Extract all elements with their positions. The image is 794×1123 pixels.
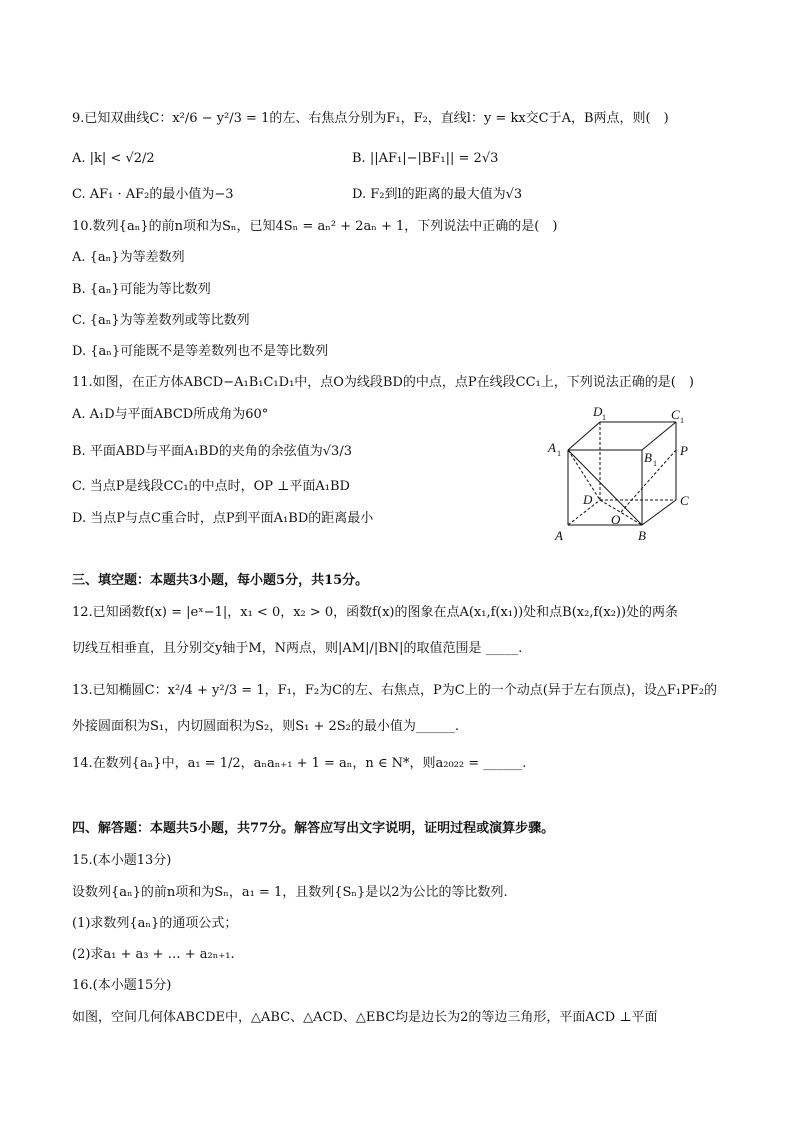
q10-option-b: B. {aₙ}可能为等比数列 [72, 282, 211, 297]
q9-option-c: C. AF₁ · AF₂的最小值为−3 [72, 187, 234, 202]
q12-line1: 12.已知函数f(x) = |eˣ−1|，x₁ < 0，x₂ > 0，函数f(x)的图象在点A(x₁,f(x₁))处和点B(x₂,f(x₂))处的两条 [72, 605, 679, 620]
q14-stem: 14.在数列{aₙ}中，a₁ = 1/2，aₙaₙ₊₁ + 1 = aₙ，n ∈ N*，则a₂₀₂₂ = ______. [72, 756, 527, 771]
q12-line2: 切线互相垂直，且分别交y轴于M，N两点，则|AM|/|BN|的取值范围是 _____. [72, 641, 523, 656]
label-d: D [583, 492, 593, 507]
label-a: A [555, 528, 563, 543]
q10-stem: 10.数列{aₙ}的前n项和为Sₙ，已知4Sₙ = aₙ² + 2aₙ + 1，下列说法中正确的是( ) [72, 219, 558, 234]
q15-header: 15.(本小题13分) [72, 853, 172, 868]
label-c: C [680, 493, 689, 508]
q10-option-a: A. {aₙ}为等差数列 [72, 250, 185, 265]
q16-header: 16.(本小题15分) [72, 978, 172, 993]
label-a1: A [548, 440, 556, 455]
q13-line2: 外接圆面积为S₁，内切圆面积为S₂，则S₁ + 2S₂的最小值为______. [72, 719, 460, 734]
label-b: B [638, 528, 646, 543]
q10-option-c: C. {aₙ}为等差数列或等比数列 [72, 313, 250, 328]
q9-option-d: D. F₂到l的距离的最大值为√3 [352, 187, 523, 202]
section-4-heading: 四、解答题：本题共5小题，共77分。解答应写出文字说明，证明过程或演算步骤。 [72, 821, 555, 836]
label-d1: D [593, 404, 603, 419]
edge-a1-d1 [568, 422, 600, 450]
label-a1-sub: 1 [557, 449, 561, 458]
q13-line1: 13.已知椭圆C：x²/4 + y²/3 = 1，F₁，F₂为C的左、右焦点，P为C上的一个动点(异于左右顶点)，设△F₁PF₂的 [72, 683, 718, 698]
q15-stem: 设数列{aₙ}的前n项和为Sₙ，a₁ = 1，且数列{Sₙ}是以2为公比的等比数列. [72, 885, 508, 900]
label-c1: C [671, 407, 680, 422]
q9-option-b: B. ||AF₁|−|BF₁|| = 2√3 [352, 151, 499, 166]
q11-stem: 11.如图，在正方体ABCD−A₁B₁C₁D₁中，点O为线段BD的中点，点P在线段CC₁上，下列说法正确的是( ) [72, 375, 694, 390]
q11-option-c: C. 当点P是线段CC₁的中点时，OP ⊥平面A₁BD [72, 479, 350, 494]
q11-option-b: B. 平面ABD与平面A₁BD的夹角的余弦值为√3/3 [72, 444, 352, 459]
edge-b1-c1 [642, 422, 676, 450]
label-c1-sub: 1 [680, 416, 684, 425]
cube-figure [540, 400, 715, 550]
edge-b-c [642, 500, 676, 525]
q15-part1: (1)求数列{aₙ}的通项公式； [72, 916, 238, 931]
q16-stem: 如图，空间几何体ABCDE中，△ABC、△ACD、△EBC均是边长为2的等边三角形，平面ACD ⊥平面 [72, 1010, 658, 1025]
label-d1-sub: 1 [602, 413, 606, 422]
q9-option-a: A. |k| < √2/2 [72, 151, 155, 166]
q11-option-d: D. 当点P与点C重合时，点P到平面A₁BD的距离最小 [72, 511, 374, 526]
label-b1-sub: 1 [653, 459, 657, 468]
q15-part2: (2)求a₁ + a₃ + … + a₂ₙ₊₁. [72, 947, 235, 962]
label-p: P [680, 443, 688, 458]
label-b1: B [644, 450, 652, 465]
section-3-heading: 三、填空题：本题共3小题，每小题5分，共15分。 [72, 573, 369, 588]
q9-stem: 9.已知双曲线C：x²/6 − y²/3 = 1的左、右焦点分别为F₁，F₂，直线l：y = kx交C于A，B两点，则( ) [72, 111, 669, 126]
label-o: O [611, 512, 621, 527]
q11-option-a: A. A₁D与平面ABCD所成角为60° [72, 407, 269, 422]
segment-a1-b [568, 450, 642, 525]
q10-option-d: D. {aₙ}可能既不是等差数列也不是等比数列 [72, 344, 329, 359]
